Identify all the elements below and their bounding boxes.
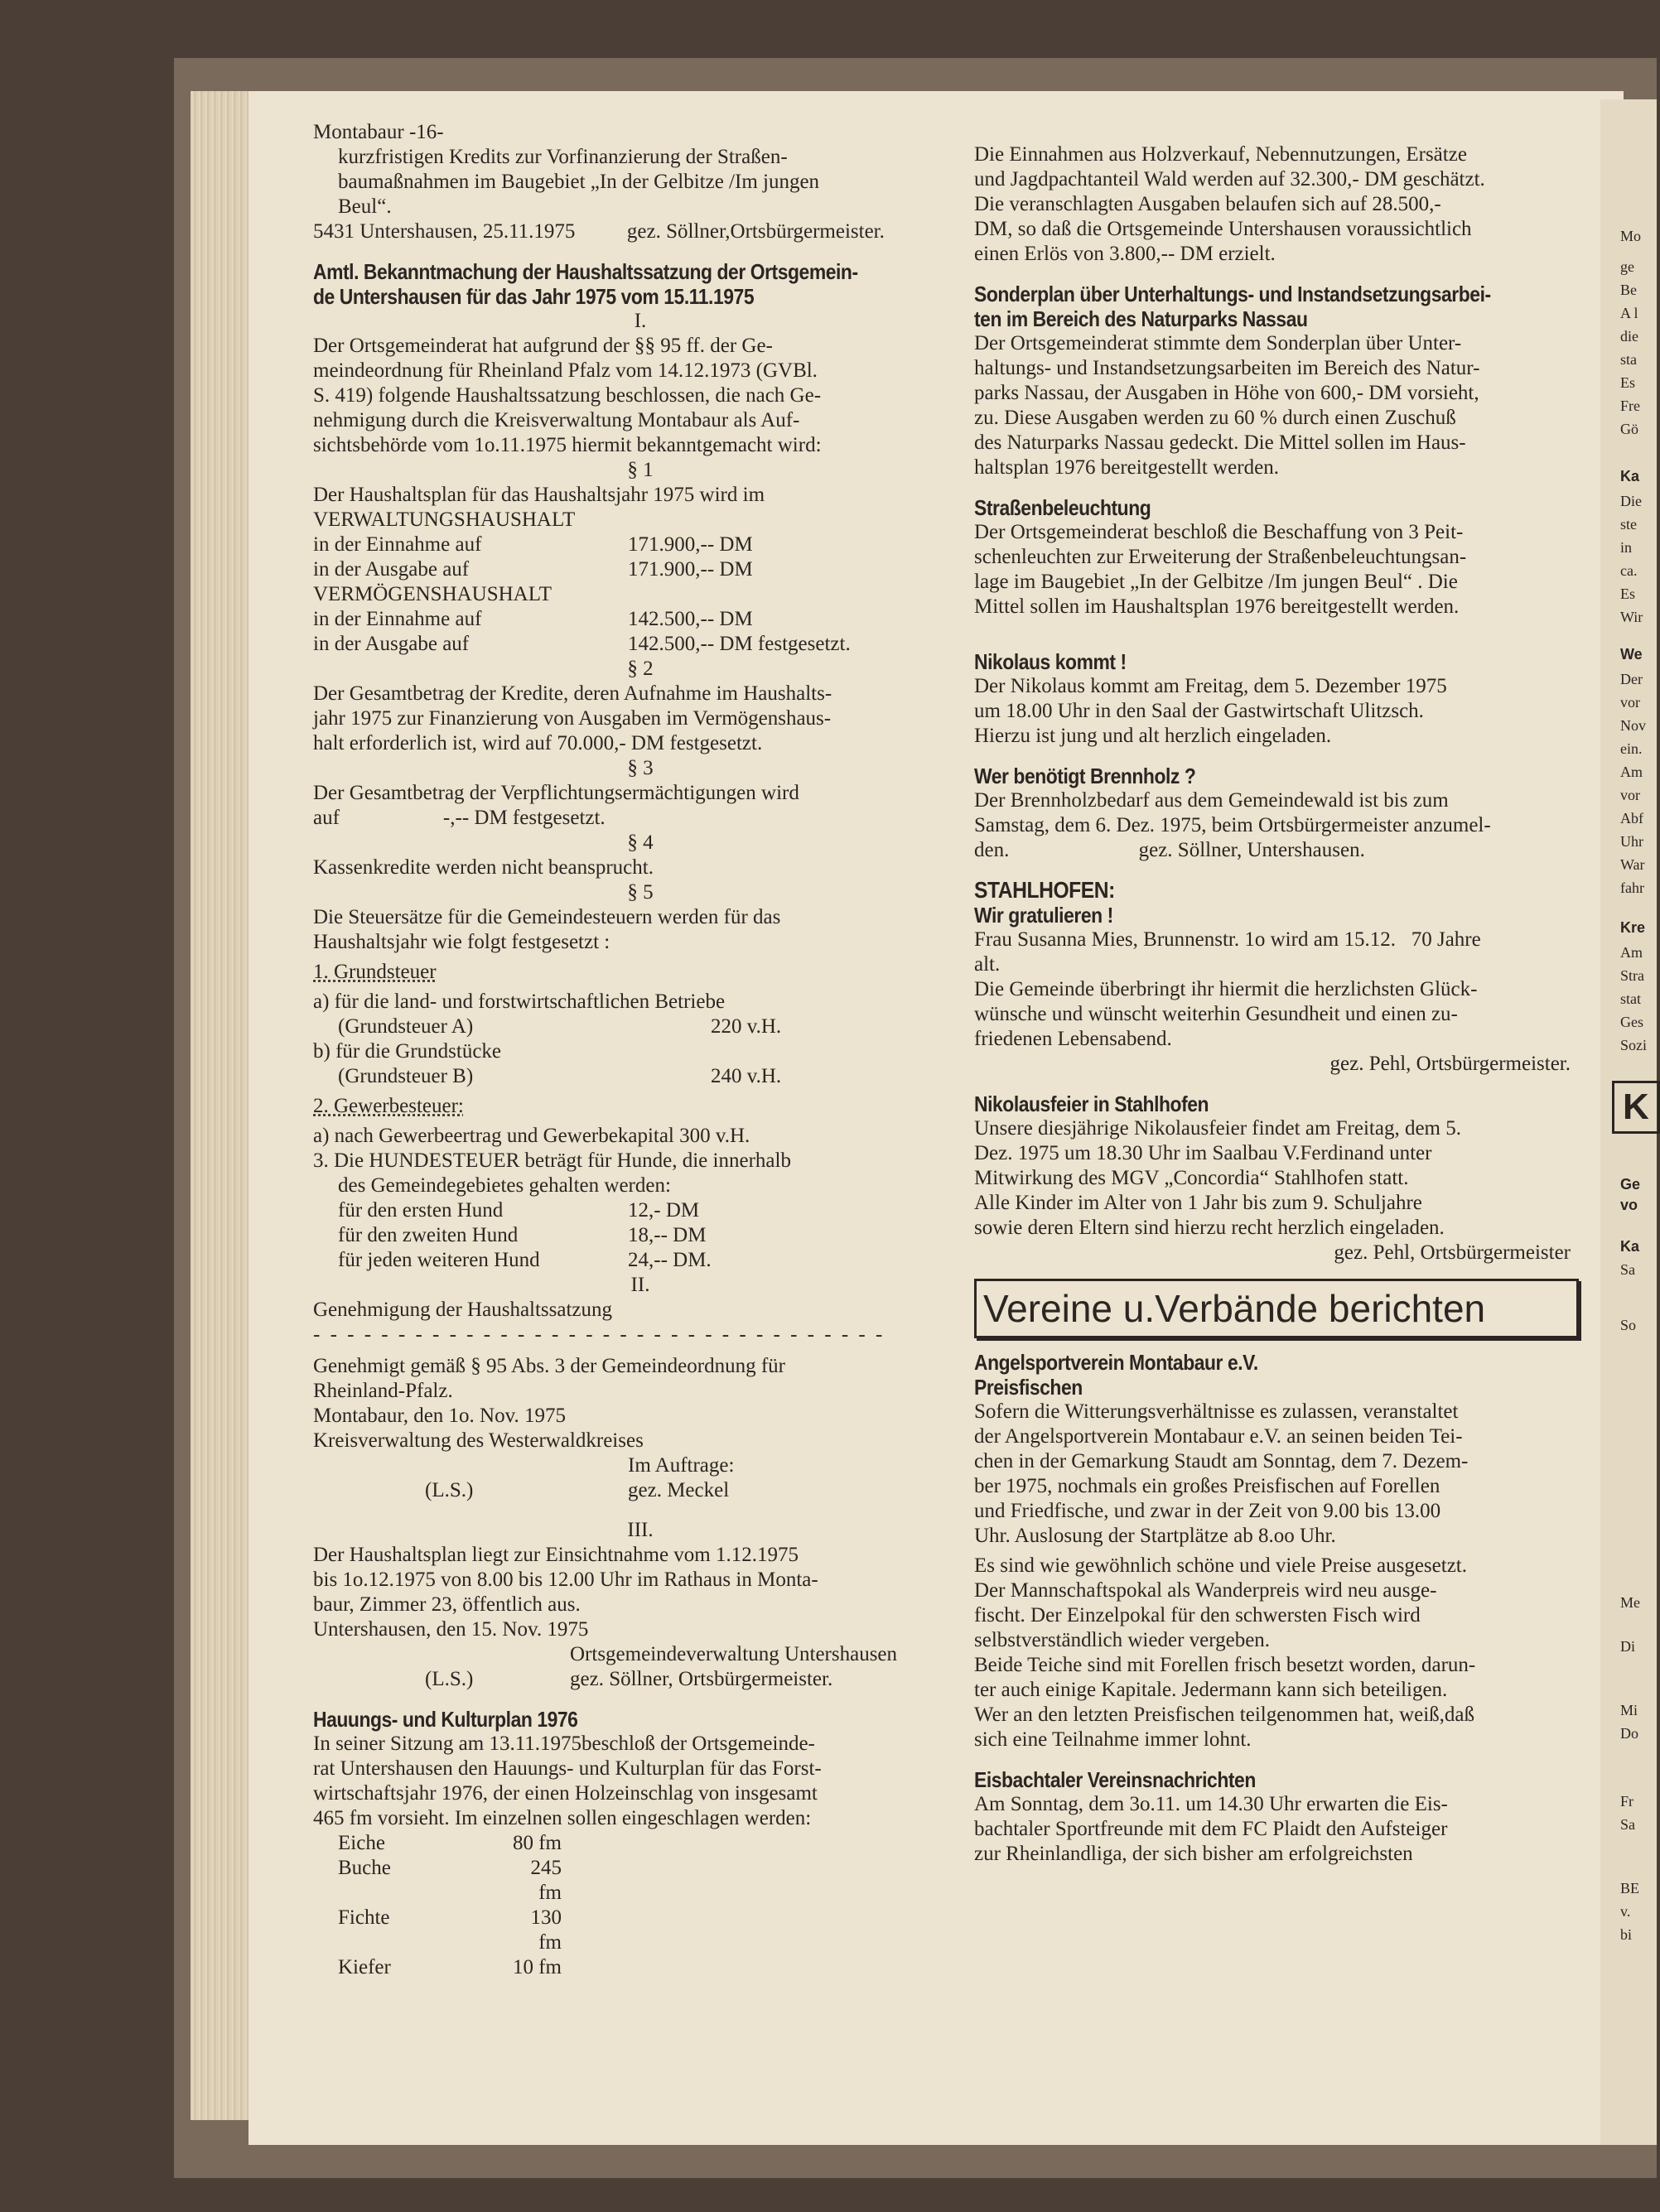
- text-line: Genehmigt gemäß § 95 Abs. 3 der Gemeindeordnung für: [313, 1355, 786, 1377]
- article-title: Wir gratulieren !: [974, 903, 1113, 928]
- article-title: Sonderplan über Unterhaltungs- und Instandsetzungsarbei-: [974, 282, 1491, 306]
- text-line: ber 1975, nochmals ein großes Preisfischen auf Forellen: [974, 1475, 1440, 1497]
- text-line: halt erforderlich ist, wird auf 70.000,- DM festgesetzt.: [313, 732, 763, 754]
- fragment: bi: [1620, 1926, 1633, 1943]
- signature: gez. Pehl, Ortsbürgermeister.: [1329, 1053, 1571, 1075]
- article-title: de Untershausen für das Jahr 1975 vom 15.11.1975: [313, 284, 755, 309]
- text-line: Der Gesamtbetrag der Kredite, deren Aufnahme im Haushalts-: [313, 682, 832, 705]
- fragment: Sa: [1620, 1261, 1635, 1278]
- fragment: Fre: [1620, 398, 1640, 414]
- fragment: Es: [1620, 374, 1635, 391]
- text-line: DM, so daß die Ortsgemeinde Untershausen voraussichtlich: [974, 218, 1472, 240]
- fragment: in: [1620, 539, 1633, 556]
- text-line: Beul“.: [338, 195, 392, 218]
- fragment: Die: [1620, 493, 1642, 509]
- fragment: ste: [1620, 516, 1637, 533]
- text-line: Hierzu ist jung und alt herzlich eingeladen.: [974, 725, 1332, 747]
- text-line: auf -,-- DM festgesetzt.: [313, 807, 606, 829]
- fragment: ein.: [1620, 740, 1643, 757]
- text-line: b) für die Grundstücke: [313, 1040, 502, 1063]
- text-line: der Angelsportverein Montabaur e.V. an seinen beiden Tei-: [974, 1425, 1463, 1448]
- fragment: Ka: [1620, 468, 1640, 484]
- fragment: ge: [1620, 258, 1634, 275]
- text-line: einen Erlös von 3.800,-- DM erzielt.: [974, 243, 1276, 265]
- text-line: Der Ortsgemeinderat hat aufgrund der §§ 95 ff. der Ge-: [313, 335, 773, 357]
- article-title: Nikolausfeier in Stahlhofen: [974, 1092, 1209, 1116]
- fragment: Am: [1620, 764, 1643, 780]
- fragment: Ges: [1620, 1014, 1643, 1030]
- row-value: 142.500,-- DM: [628, 608, 753, 630]
- text-line: und Friedfische, und zwar in der Zeit von 9.00 bis 13.00: [974, 1500, 1441, 1522]
- page-header: Montabaur -16-: [313, 121, 444, 143]
- text-line: haltsplan 1976 bereitgestellt werden.: [974, 456, 1279, 479]
- text-line: Der Gesamtbetrag der Verpflichtungsermächtigungen wird: [313, 782, 799, 804]
- row-label: in der Ausgabe auf: [313, 633, 470, 655]
- text-line: Mitwirkung des MGV „Concordia“ Stahlhofen statt.: [974, 1167, 1409, 1189]
- fragment: Mo: [1620, 228, 1642, 244]
- fragment: Do: [1620, 1725, 1638, 1742]
- text-line: a) nach Gewerbeertrag und Gewerbekapital 300 v.H.: [313, 1125, 750, 1147]
- row-value: 130 fm: [530, 1906, 562, 1954]
- fragment: K: [1612, 1081, 1660, 1134]
- row-value: 80 fm: [512, 1832, 562, 1854]
- text-line: Mittel sollen im Haushaltsplan 1976 bereitgestellt werden.: [974, 595, 1460, 618]
- row-label: für den ersten Hund: [338, 1199, 504, 1222]
- fragment: Gö: [1620, 421, 1638, 437]
- fragment: A l: [1620, 305, 1638, 321]
- text-line: zur Rheinlandliga, der sich bisher am erfolgreichsten: [974, 1843, 1413, 1865]
- text-line: meindeordnung für Rheinland Pfalz vom 14.12.1973 (GVBl.: [313, 359, 818, 382]
- fragment: Be: [1620, 282, 1637, 298]
- fragment: Di: [1620, 1638, 1635, 1655]
- paragraph-sign: § 3: [627, 757, 654, 779]
- fragment: vor: [1620, 694, 1640, 711]
- row-label: Buche: [338, 1857, 391, 1879]
- dash-rule: - - - - - - - - - - - - - - - - - - - - - - - - - - - - - - - - - -: [313, 1323, 885, 1346]
- text-line: Der Brennholzbedarf aus dem Gemeindewald ist bis zum: [974, 789, 1449, 812]
- text-line: und Jagdpachtanteil Wald werden auf 32.300,- DM geschätzt.: [974, 168, 1485, 190]
- fragment: Sa: [1620, 1816, 1635, 1833]
- text-line: Wer an den letzten Preisfischen teilgenommen hat, weiß,daß: [974, 1704, 1475, 1726]
- fragment: Fr: [1620, 1793, 1634, 1810]
- text-line: friedenen Lebensabend.: [974, 1028, 1172, 1050]
- fragment: So: [1620, 1317, 1637, 1333]
- text-line: fischt. Der Einzelpokal für den schwersten Fisch wird: [974, 1604, 1421, 1626]
- text-line: baur, Zimmer 23, öffentlich aus.: [313, 1593, 581, 1616]
- article-title: Straßenbeleuchtung: [974, 495, 1151, 520]
- wood-row: [313, 1955, 968, 1980]
- text-line: parks Nassau, der Ausgaben in Höhe von 600,- DM vorsieht,: [974, 382, 1479, 404]
- heading-line: VERMÖGENSHAUSHALT: [313, 583, 552, 605]
- row-value: 240 v.H.: [711, 1065, 782, 1087]
- paragraph-sign: § 4: [627, 831, 654, 854]
- section-heading: Vereine u.Verbände berichten: [974, 1279, 1579, 1338]
- text-line: nehmigung durch die Kreisverwaltung Montabaur als Auf-: [313, 409, 800, 431]
- text-line: Am Sonntag, dem 3o.11. um 14.30 Uhr erwarten die Eis-: [974, 1793, 1448, 1815]
- row-label: in der Ausgabe auf: [313, 558, 470, 581]
- text-line: des Naturparks Nassau gedeckt. Die Mittel sollen im Haus-: [974, 431, 1466, 454]
- text-line: Die Einnahmen aus Holzverkauf, Nebennutzungen, Ersätze: [974, 143, 1467, 166]
- text-line: Es sind wie gewöhnlich schöne und viele Preise ausgesetzt.: [974, 1554, 1467, 1577]
- fragment: Der: [1620, 671, 1643, 687]
- fragment: War: [1620, 856, 1645, 873]
- next-page-edge: [1600, 99, 1657, 2145]
- text-line: den. gez. Söllner, Untershausen.: [974, 839, 1365, 861]
- row-label: in der Einnahme auf: [313, 608, 482, 630]
- fragment: Nov: [1620, 717, 1646, 734]
- fragment: Uhr: [1620, 833, 1643, 850]
- intro-signature: 5431 Untershausen, 25.11.1975 gez. Söllner,Ortsbürgermeister.: [313, 220, 885, 243]
- text-line: Die Steuersätze für die Gemeindesteuern werden für das: [313, 906, 781, 928]
- signature-row: [313, 1478, 968, 1503]
- article-title: Angelsportverein Montabaur e.V.: [974, 1350, 1258, 1375]
- text-line: Uhr. Auslosung der Startplätze ab 8.oo Uhr.: [974, 1525, 1336, 1547]
- row-value: 171.900,-- DM: [628, 533, 753, 556]
- text-line: Alle Kinder im Alter von 1 Jahr bis zum 9. Schuljahre: [974, 1192, 1422, 1214]
- text-line: alt.: [974, 953, 1001, 976]
- fragment: die: [1620, 328, 1638, 345]
- row-label: für jeden weiteren Hund: [338, 1249, 540, 1271]
- text-line: Der Haushaltsplan liegt zur Einsichtnahme vom 1.12.1975: [313, 1544, 799, 1566]
- fragment: Ka: [1620, 1238, 1640, 1255]
- row-label: (Grundsteuer A): [338, 1015, 474, 1038]
- fragment: sta: [1620, 351, 1637, 368]
- row-label: Kiefer: [338, 1956, 391, 1978]
- subheading: Genehmigung der Haushaltssatzung: [313, 1299, 613, 1321]
- text-line: 465 fm vorsieht. Im einzelnen sollen eingeschlagen werden:: [313, 1807, 812, 1829]
- fragment: Wir: [1620, 609, 1643, 625]
- amount-row: [313, 557, 968, 582]
- text-line: jahr 1975 zur Finanzierung von Ausgaben im Vermögenshaus-: [313, 707, 832, 730]
- text-line: Der Ortsgemeinderat beschloß die Beschaffung von 3 Peit-: [974, 521, 1464, 543]
- text-line: Sofern die Witterungsverhältnisse es zulassen, veranstaltet: [974, 1400, 1459, 1423]
- row-value: 12,- DM: [628, 1199, 700, 1222]
- right-column: [974, 142, 1579, 1867]
- fragment: Me: [1620, 1594, 1640, 1611]
- text-line: Beide Teiche sind mit Forellen frisch besetzt worden, darun-: [974, 1654, 1476, 1676]
- subheading: 1. Grundsteuer: [313, 961, 437, 983]
- row-value: 220 v.H.: [711, 1015, 782, 1038]
- article-title: Hauungs- und Kulturplan 1976: [313, 1707, 578, 1732]
- fragment: Mi: [1620, 1702, 1638, 1718]
- text-line: chen in der Gemarkung Staudt am Sonntag, dem 7. Dezem-: [974, 1450, 1469, 1472]
- text-line: Ortsgemeindeverwaltung Untershausen: [570, 1643, 898, 1665]
- fragment: Kre: [1620, 919, 1646, 936]
- signature: gez. Söllner, Ortsbürgermeister.: [570, 1668, 833, 1690]
- fragment: Es: [1620, 586, 1635, 602]
- text-line: Haushaltsjahr wie folgt festgesetzt :: [313, 931, 610, 953]
- text-line: Die Gemeinde überbringt ihr hiermit die herzlichsten Glück-: [974, 978, 1478, 1000]
- row-value: 245 fm: [530, 1857, 562, 1904]
- text-line: Der Ortsgemeinderat stimmte dem Sonderplan über Unter-: [974, 332, 1462, 354]
- article-title: Nikolaus kommt !: [974, 649, 1127, 674]
- row-label: Eiche: [338, 1832, 385, 1854]
- article-title: Preisfischen: [974, 1375, 1083, 1400]
- fragment: BE: [1620, 1880, 1640, 1896]
- tax-row: [313, 1064, 968, 1089]
- seal-mark: (L.S.): [425, 1479, 474, 1501]
- text-line: rat Untershausen den Hauungs- und Kulturplan für das Forst-: [313, 1757, 822, 1780]
- text-line: wünsche und wünscht weiterhin Gesundheit und einen zu-: [974, 1003, 1458, 1025]
- text-line: sich eine Teilnahme immer lohnt.: [974, 1728, 1252, 1751]
- paragraph-sign: § 1: [627, 459, 654, 481]
- text-line: sowie deren Eltern sind hierzu recht herzlich eingeladen.: [974, 1217, 1445, 1239]
- text-line: bis 1o.12.1975 von 8.00 bis 12.00 Uhr im Rathaus in Monta-: [313, 1569, 818, 1591]
- text-line: S. 419) folgende Haushaltssatzung beschlossen, die nach Ge-: [313, 384, 822, 407]
- row-value: 171.900,-- DM: [628, 558, 753, 581]
- article-title: Wer benötigt Brennholz ?: [974, 764, 1196, 788]
- fragment: stat: [1620, 990, 1641, 1007]
- text-line: lage im Baugebiet „In der Gelbitze /Im jungen Beul“ . Die: [974, 571, 1458, 593]
- fragment: ca.: [1620, 562, 1638, 579]
- row-label: Fichte: [338, 1906, 390, 1929]
- text-line: haltungs- und Instandsetzungsarbeiten im Bereich des Natur-: [974, 357, 1480, 379]
- text-line: Untershausen, den 15. Nov. 1975: [313, 1618, 589, 1641]
- amount-row: [313, 632, 968, 657]
- text-line: schenleuchten zur Erweiterung der Straßenbeleuchtungsan-: [974, 546, 1467, 568]
- text-line: Frau Susanna Mies, Brunnenstr. 1o wird am 15.12. 70 Jahre: [974, 928, 1481, 951]
- paragraph-sign: § 5: [627, 881, 654, 904]
- text-line: Im Auftrage:: [628, 1454, 735, 1477]
- wood-row: [313, 1831, 968, 1856]
- signature: gez. Meckel: [628, 1479, 730, 1501]
- intro-paragraph: [313, 145, 968, 219]
- text-line: wirtschaftsjahr 1976, der einen Holzeinschlag von insgesamt: [313, 1782, 818, 1805]
- dog-tax-row: [313, 1198, 968, 1223]
- fragment: Sozi: [1620, 1037, 1648, 1053]
- text-line: ter auch einige Kapitale. Jedermann kann sich beteiligen.: [974, 1679, 1448, 1701]
- paragraph-sign: § 2: [627, 658, 654, 680]
- text-line: bachtaler Sportfreunde mit dem FC Plaidt den Aufsteiger: [974, 1818, 1448, 1840]
- text-line: Kreisverwaltung des Westerwaldkreises: [313, 1429, 644, 1452]
- row-value: 24,-- DM.: [628, 1249, 712, 1271]
- text-line: sichtsbehörde vom 1o.11.1975 hiermit bekanntgemacht wird:: [313, 434, 822, 456]
- amount-row: [313, 607, 968, 632]
- fragment: Ge: [1620, 1176, 1641, 1193]
- left-column: [313, 120, 968, 1980]
- town-heading: STAHLHOFEN:: [974, 877, 1115, 903]
- subheading: 2. Gewerbesteuer:: [313, 1095, 464, 1117]
- text-line: um 18.00 Uhr in den Saal der Gastwirtschaft Ulitzsch.: [974, 700, 1424, 722]
- amount-row: [313, 533, 968, 557]
- fragment: We: [1620, 646, 1643, 663]
- fragment: Abf: [1620, 810, 1643, 826]
- heading-line: VERWALTUNGSHAUSHALT: [313, 508, 576, 531]
- roman-numeral: I.: [634, 310, 647, 332]
- roman-numeral: II.: [630, 1274, 650, 1296]
- text-line: In seiner Sitzung am 13.11.1975beschloß der Ortsgemeinde-: [313, 1732, 815, 1755]
- tax-row: [313, 1014, 968, 1039]
- text-line: Der Nikolaus kommt am Freitag, dem 5. Dezember 1975: [974, 675, 1447, 697]
- wood-row: [313, 1906, 968, 1955]
- row-label: in der Einnahme auf: [313, 533, 482, 556]
- signature-row: [313, 1667, 968, 1692]
- text-line: a) für die land- und forstwirtschaftlichen Betriebe: [313, 990, 726, 1013]
- text-line: Unsere diesjährige Nikolausfeier findet am Freitag, dem 5.: [974, 1117, 1462, 1140]
- text-line: Die veranschlagten Ausgaben belaufen sich auf 28.500,-: [974, 193, 1441, 215]
- dog-tax-row: [313, 1248, 968, 1273]
- text-line: Dez. 1975 um 18.30 Uhr im Saalbau V.Ferdinand unter: [974, 1142, 1432, 1164]
- text-line: Kassenkredite werden nicht beansprucht.: [313, 856, 654, 879]
- roman-numeral: III.: [627, 1519, 654, 1541]
- fragment: Stra: [1620, 967, 1644, 984]
- row-value: 142.500,-- DM festgesetzt.: [628, 633, 851, 655]
- wood-row: [313, 1856, 968, 1906]
- signature: gez. Pehl, Ortsbürgermeister: [1334, 1241, 1571, 1264]
- text-line: des Gemeindegebietes gehalten werden:: [338, 1174, 671, 1197]
- text-line: zu. Diese Ausgaben werden zu 60 % durch einen Zuschuß: [974, 407, 1456, 429]
- text-line: Der Haushaltsplan für das Haushaltsjahr 1975 wird im: [313, 484, 765, 506]
- seal-mark: (L.S.): [425, 1668, 474, 1690]
- row-value: 18,-- DM: [628, 1224, 707, 1246]
- row-label: (Grundsteuer B): [338, 1065, 474, 1087]
- fragment: fahr: [1620, 879, 1644, 896]
- dog-tax-row: [313, 1223, 968, 1248]
- fragment: vo: [1620, 1197, 1638, 1213]
- article-title: Amtl. Bekanntmachung der Haushaltssatzung der Ortsgemein-: [313, 259, 858, 284]
- fragment: vor: [1620, 787, 1640, 803]
- fragment: Am: [1620, 944, 1643, 961]
- article-title: ten im Bereich des Naturparks Nassau: [974, 306, 1308, 331]
- text-line: kurzfristigen Kredits zur Vorfinanzierung der Straßen-: [338, 146, 788, 168]
- row-value: 10 fm: [512, 1956, 562, 1978]
- text-line: baumaßnahmen im Baugebiet „In der Gelbitze /Im jungen: [338, 171, 820, 193]
- fragment: v.: [1620, 1903, 1631, 1920]
- text-line: selbstverständlich wieder vergeben.: [974, 1629, 1271, 1651]
- text-line: Montabaur, den 1o. Nov. 1975: [313, 1405, 566, 1427]
- text-line: Der Mannschaftspokal als Wanderpreis wird neu ausge-: [974, 1579, 1437, 1602]
- row-label: für den zweiten Hund: [338, 1224, 519, 1246]
- text-line: 3. Die HUNDESTEUER beträgt für Hunde, die innerhalb: [313, 1149, 791, 1172]
- text-line: Rheinland-Pfalz.: [313, 1380, 453, 1402]
- article-title: Eisbachtaler Vereinsnachrichten: [974, 1767, 1256, 1792]
- text-line: Samstag, dem 6. Dez. 1975, beim Ortsbürgermeister anzumel-: [974, 814, 1491, 836]
